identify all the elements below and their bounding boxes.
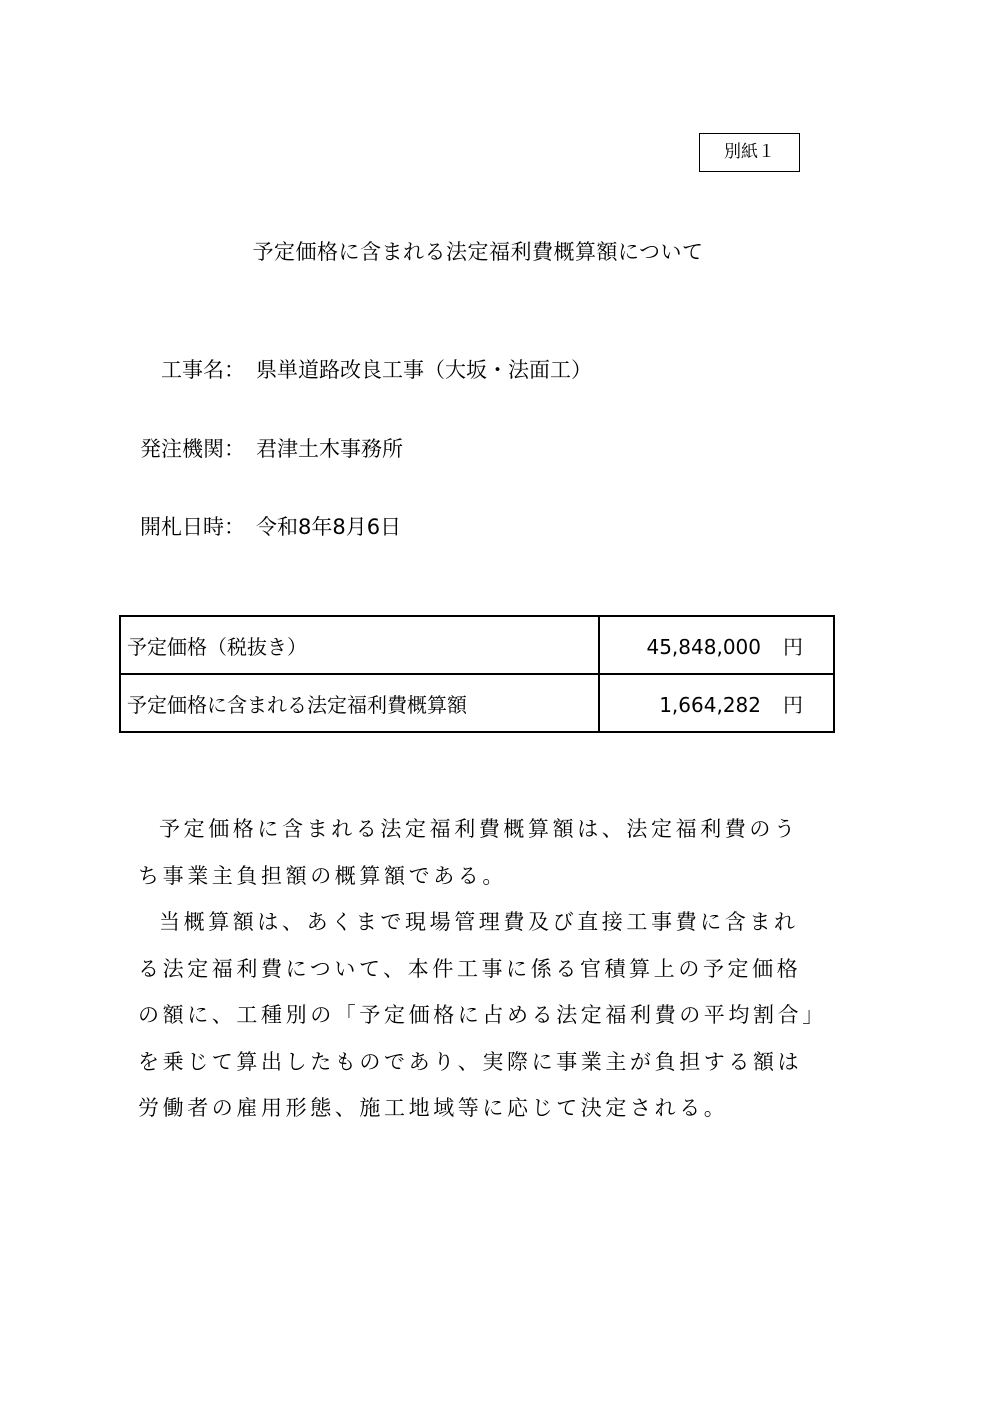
explanation-paragraph-1: 予定価格に含まれる法定福利費概算額は、法定福利費のうち事業主負担額の概算額である。	[138, 817, 799, 888]
welfare-cost-cell	[599, 674, 834, 732]
bid-date-label: 開札日時：	[140, 515, 245, 539]
welfare-cost-label: 予定価格に含まれる法定福利費概算額	[120, 674, 599, 732]
client-label: 発注機関：	[140, 437, 245, 461]
currency-unit: 円	[783, 692, 803, 717]
info-row-project	[0, 354, 1000, 384]
price-table	[119, 615, 835, 733]
info-row-bid-date	[0, 511, 1000, 541]
welfare-cost-amount: 1,664,282	[659, 692, 761, 717]
info-row-client	[0, 433, 1000, 463]
currency-unit: 円	[783, 634, 803, 659]
client-value: 君津土木事務所	[256, 437, 403, 461]
table-row	[120, 616, 834, 674]
explanation-text	[138, 806, 818, 1132]
estimated-price-label: 予定価格（税抜き）	[120, 616, 599, 674]
estimated-price-amount: 45,848,000	[646, 634, 761, 659]
estimated-price-cell	[599, 616, 834, 674]
explanation-paragraph-2: 当概算額は、あくまで現場管理費及び直接工事費に含まれる法定福利費について、本件工事に係る官積算上の予定価格の額に、工種別の「予定価格に占める法定福利費の平均割合」を乗じて算出したものであり、実際に事業主が負担する額は労働者の雇用形態、施工地域等に応じて決定される。	[138, 910, 817, 1120]
bid-date-value: 令和8年8月6日	[256, 515, 402, 539]
table-row	[120, 674, 834, 732]
project-name-value: 県単道路改良工事（大坂・法面工）	[256, 358, 592, 382]
project-name-label: 工事名：	[161, 358, 245, 382]
document-title: 予定価格に含まれる法定福利費概算額について	[252, 240, 704, 264]
annex-label: 別紙１	[699, 133, 800, 172]
